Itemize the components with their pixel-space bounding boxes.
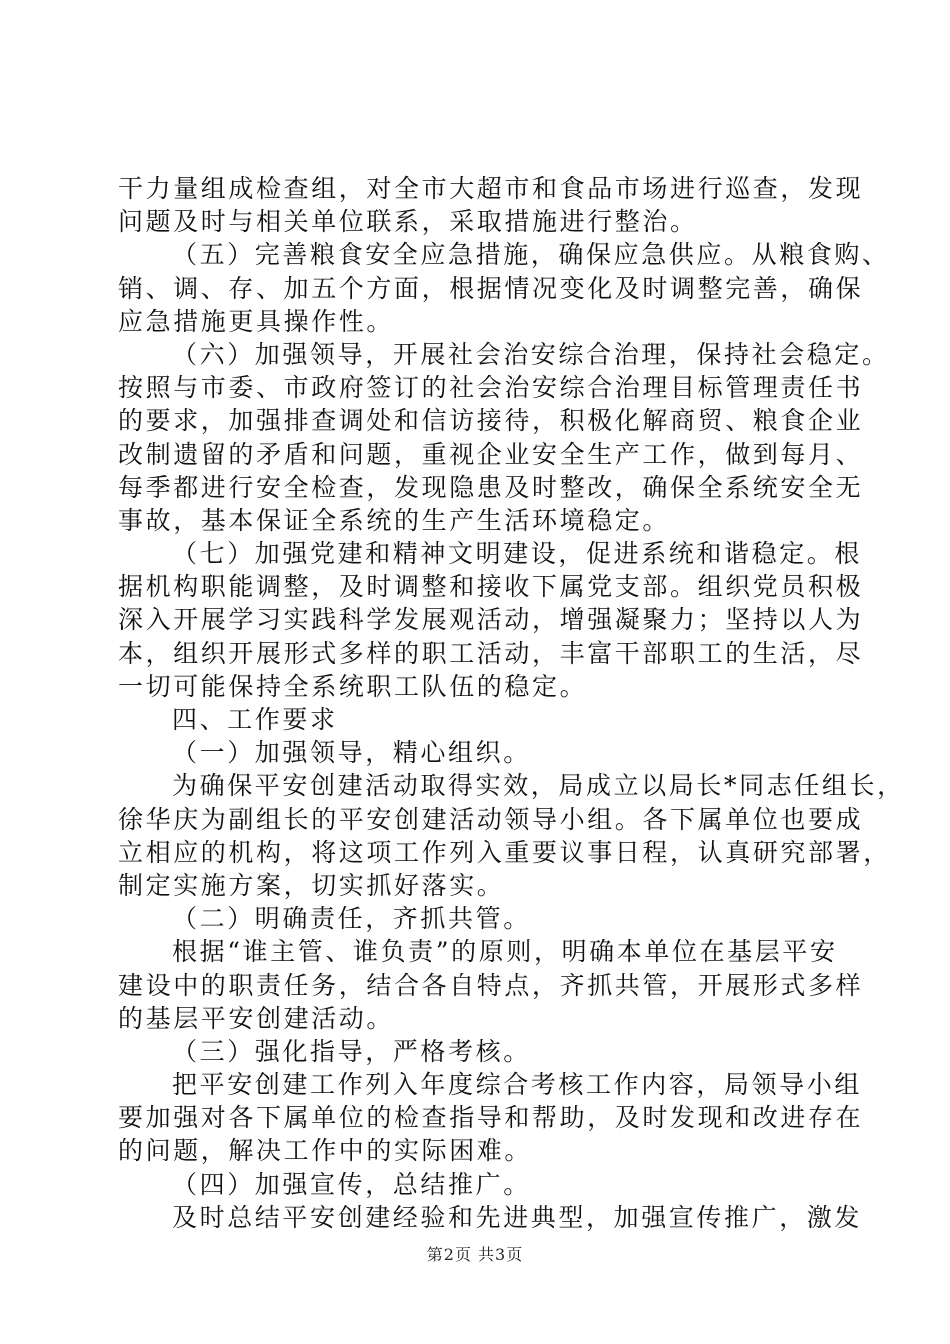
text-line: 的基层平安创建活动。: [118, 1003, 395, 1033]
section-heading-5: （五）完善粮食安全应急措施，确保应急供应。从粮食购、: [172, 240, 890, 270]
document-body: [118, 172, 905, 1234]
text-line: 的要求，加强排查调处和信访接待，积极化解商贸、粮食企业: [118, 406, 864, 436]
text-line: 要加强对各下属单位的检查指导和帮助，及时发现和改进存在: [118, 1103, 864, 1133]
text-line: 每季都进行安全检查，发现隐患及时整改，确保全系统安全无: [118, 472, 864, 502]
text-line: 事故，基本保证全系统的生产生活环境稳定。: [118, 505, 671, 535]
text-line: 本，组织开展形式多样的职工活动，丰富干部职工的生活，尽: [118, 638, 864, 668]
text-line: 按照与市委、市政府签订的社会治安综合治理目标管理责任书: [118, 373, 864, 403]
paragraph-start: 根据“谁主管、谁负责”的原则，明确本单位在基层平安: [172, 937, 838, 967]
page-number-footer: 第2页 共3页: [426, 1245, 524, 1264]
text-line: 应急措施更具操作性。: [118, 306, 395, 336]
chapter-heading: 四、工作要求: [172, 705, 338, 734]
paragraph-start: 为确保平安创建活动取得实效，局成立以局长*同志任组长，: [172, 771, 905, 801]
text-line: 的问题，解决工作中的实际困难。: [118, 1136, 533, 1166]
text-line: 据机构职能调整，及时调整和接收下属党支部。组织党员积极: [118, 572, 864, 602]
paragraph-start: 及时总结平安创建经验和先进典型，加强宣传推广，激发: [172, 1202, 863, 1232]
section-heading-6: （六）加强领导，开展社会治安综合治理，保持社会稳定。: [172, 339, 890, 369]
paragraph-start: 把平安创建工作列入年度综合考核工作内容，局领导小组: [172, 1070, 863, 1100]
text-line: 改制遗留的矛盾和问题，重视企业安全生产工作，做到每月、: [118, 439, 864, 469]
text-line: 一切可能保持全系统职工队伍的稳定。: [118, 671, 588, 701]
text-line: 干力量组成检查组，对全市大超市和食品市场进行巡查，发现: [118, 174, 864, 203]
subsection-heading-1: （一）加强领导，精心组织。: [172, 738, 531, 768]
text-line: 制定实施方案，切实抓好落实。: [118, 870, 505, 900]
section-heading-7: （七）加强党建和精神文明建设，促进系统和谐稳定。根: [172, 539, 863, 569]
text-line: 立相应的机构，将这项工作列入重要议事日程，认真研究部署，: [118, 837, 891, 867]
text-line: 深入开展学习实践科学发展观活动，增强凝聚力；坚持以人为: [118, 605, 864, 635]
text-line: 建设中的职责任务，结合各自特点，齐抓共管，开展形式多样: [118, 970, 864, 1000]
text-line: 徐华庆为副组长的平安创建活动领导小组。各下属单位也要成: [118, 804, 864, 834]
subsection-heading-3: （三）强化指导，严格考核。: [172, 1036, 531, 1066]
subsection-heading-4: （四）加强宣传，总结推广。: [172, 1169, 531, 1199]
text-line: 销、调、存、加五个方面，根据情况变化及时调整完善，确保: [118, 273, 864, 303]
subsection-heading-2: （二）明确责任，齐抓共管。: [172, 904, 531, 934]
text-line: 问题及时与相关单位联系，采取措施进行整治。: [118, 207, 698, 237]
